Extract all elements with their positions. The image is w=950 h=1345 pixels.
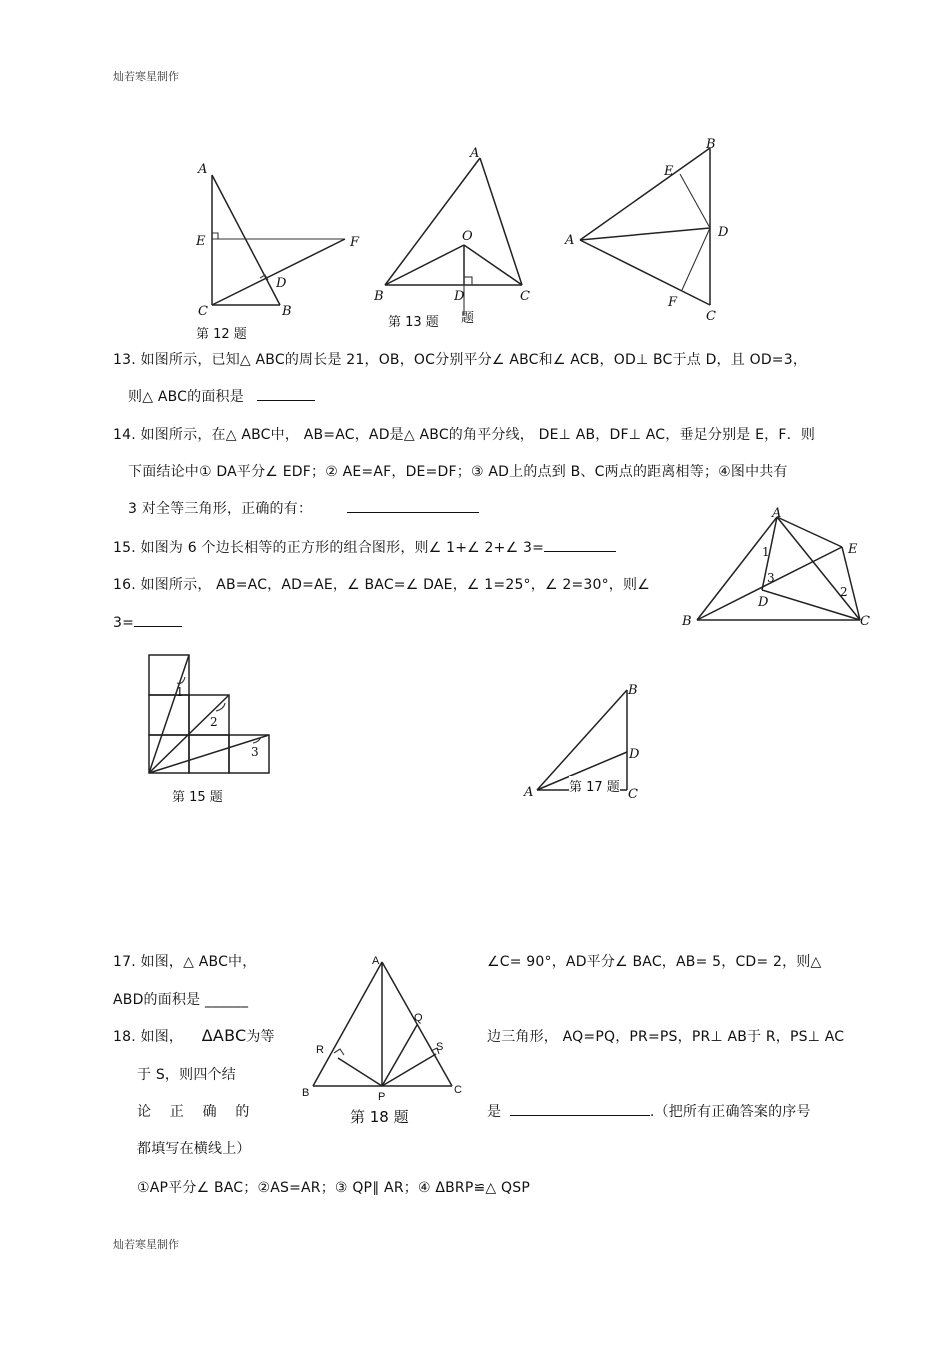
label-e: E bbox=[196, 234, 206, 249]
label-r: R bbox=[316, 1044, 324, 1056]
problem-16-text: 3= bbox=[113, 615, 135, 631]
answer-blank-14[interactable] bbox=[347, 498, 479, 513]
answer-blank-15[interactable] bbox=[544, 537, 616, 552]
angle-1-label: 1 bbox=[762, 545, 770, 559]
label-d: D bbox=[758, 595, 769, 610]
caption-fig12: 第 12 题 bbox=[196, 327, 247, 342]
caption-fig17: 第 17 题 bbox=[569, 776, 620, 795]
label-e: E bbox=[848, 542, 858, 557]
caption-fig13-extra: 题 bbox=[461, 311, 475, 326]
label-c: C bbox=[860, 614, 870, 629]
label-a: A bbox=[524, 785, 534, 800]
label-d: D bbox=[276, 276, 287, 291]
figure-15 bbox=[140, 645, 280, 780]
label-b: B bbox=[282, 304, 292, 319]
problem-18-line2: 于 S，则四个结 bbox=[137, 1067, 236, 1083]
caption-fig13: 第 13 题 bbox=[388, 315, 439, 330]
problem-17-left: 17. 如图，△ ABC中， bbox=[113, 954, 257, 970]
page-header: 灿若寒星制作 bbox=[113, 70, 179, 83]
problem-13-line2 bbox=[128, 386, 315, 406]
problem-16-line2 bbox=[113, 612, 182, 631]
label-b: B bbox=[302, 1087, 310, 1099]
label-f: F bbox=[350, 235, 360, 250]
figure-13 bbox=[370, 140, 545, 315]
label-b: B bbox=[682, 614, 692, 629]
problem-14-text: 3 对全等三角形，正确的有： bbox=[128, 501, 313, 517]
problem-18-line3-right bbox=[487, 1101, 811, 1121]
label-e: E bbox=[664, 164, 674, 179]
problem-17-right: ∠C= 90°，AD平分∠ BAC，AB= 5，CD= 2，则△ bbox=[487, 954, 822, 970]
problem-18-text-d: .（把所有正确答案的序号 bbox=[649, 1104, 811, 1120]
problem-15-text: 15. 如图为 6 个边长相等的正方形的组合图形，则∠ 1+∠ 2+∠ 3= bbox=[113, 540, 545, 556]
answer-blank-13[interactable] bbox=[257, 386, 315, 401]
triangle-symbol: ΔABC bbox=[201, 1026, 247, 1045]
label-d: D bbox=[629, 747, 640, 762]
problem-18-line3-left: 论 正 确 的 bbox=[137, 1104, 250, 1120]
label-c: C bbox=[454, 1084, 462, 1096]
label-p: P bbox=[378, 1091, 386, 1103]
problem-14-line1: 14. 如图所示，在△ ABC中， AB=AC，AD是△ ABC的角平分线， DE⊥ AB，DF⊥ AC，垂足分别是 E，F．则 bbox=[113, 427, 816, 443]
figure-12 bbox=[190, 155, 375, 330]
label-a: A bbox=[565, 233, 575, 248]
label-c: C bbox=[628, 787, 638, 802]
problem-13-line1: 13. 如图所示，已知△ ABC的周长是 21，OB，OC分别平分∠ ABC和∠ ACB，OD⊥ BC于点 D，且 OD=3， bbox=[113, 352, 808, 368]
angle-3-label: 3 bbox=[767, 571, 775, 585]
figure-14 bbox=[560, 130, 740, 325]
caption-fig15: 第 15 题 bbox=[172, 790, 223, 805]
answer-blank-18[interactable] bbox=[510, 1101, 650, 1116]
angle-1-label: 1 bbox=[176, 685, 184, 699]
label-b: B bbox=[706, 137, 716, 152]
problem-18-options: ①AP平分∠ BAC；②AS=AR；③ QP∥ AR；④ ΔBRP≌△ QSP bbox=[137, 1180, 530, 1196]
label-s: S bbox=[436, 1041, 444, 1053]
problem-17-line2: ABD的面积是 ______ bbox=[113, 992, 249, 1008]
label-b: B bbox=[374, 289, 384, 304]
label-d: D bbox=[718, 225, 729, 240]
page-footer: 灿若寒星制作 bbox=[113, 1238, 179, 1251]
label-f: F bbox=[668, 295, 678, 310]
label-c: C bbox=[198, 304, 208, 319]
problem-18-left bbox=[113, 1026, 275, 1046]
figure-16 bbox=[680, 505, 875, 630]
problem-18-text: 18. 如图， bbox=[113, 1029, 184, 1045]
label-a: A bbox=[470, 146, 480, 161]
answer-blank-16[interactable] bbox=[134, 612, 182, 627]
problem-13-text: 则△ ABC的面积是 bbox=[128, 389, 244, 405]
label-c: C bbox=[706, 309, 716, 324]
angle-3-label: 3 bbox=[251, 745, 259, 759]
problem-18-right: 边三角形， AQ=PQ，PR=PS，PR⊥ AB于 R，PS⊥ AC bbox=[487, 1029, 845, 1045]
problem-18-line4: 都填写在横线上） bbox=[137, 1141, 251, 1157]
problem-16-line1: 16. 如图所示， AB=AC，AD=AE，∠ BAC=∠ DAE，∠ 1=25°，∠ 2=30°，则∠ bbox=[113, 577, 650, 593]
label-c: C bbox=[520, 289, 530, 304]
angle-2-label: 2 bbox=[840, 585, 848, 599]
problem-15-line1 bbox=[113, 537, 616, 557]
problem-18-text-c: 是 bbox=[487, 1104, 502, 1120]
label-a: A bbox=[198, 162, 208, 177]
label-a: A bbox=[372, 955, 380, 967]
label-q: Q bbox=[414, 1012, 423, 1024]
problem-18-text-b: 为等 bbox=[246, 1029, 275, 1045]
caption-fig18: 第 18 题 bbox=[350, 1108, 409, 1126]
label-a: A bbox=[772, 506, 782, 521]
label-b: B bbox=[628, 683, 638, 698]
figure-18 bbox=[300, 950, 475, 1103]
problem-14-line2: 下面结论中① DA平分∠ EDF；② AE=AF，DE=DF；③ AD上的点到 B、C两点的距离相等；④图中共有 bbox=[128, 464, 788, 480]
angle-2-label: 2 bbox=[210, 715, 218, 729]
label-o: O bbox=[462, 229, 473, 244]
label-d: D bbox=[454, 289, 465, 304]
problem-14-line3 bbox=[128, 498, 479, 518]
